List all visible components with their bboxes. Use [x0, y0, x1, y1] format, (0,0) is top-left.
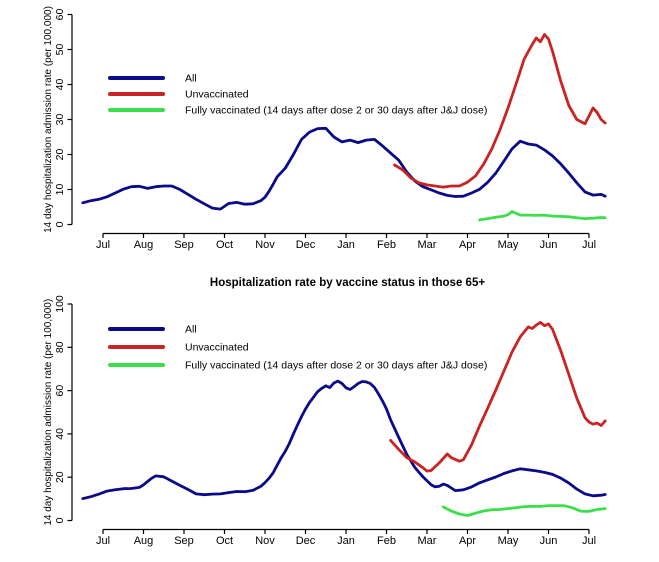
y-tick-label: 0: [54, 517, 66, 524]
x-tick-label: Aug: [133, 239, 154, 251]
x-tick-label: Jul: [95, 239, 111, 251]
y-tick-label: 20: [54, 148, 66, 161]
y-tick-label: 60: [54, 384, 66, 397]
y-tick-label: 30: [54, 113, 66, 126]
x-tick-label: Mar: [417, 535, 437, 547]
x-tick-label: Sep: [174, 535, 194, 547]
legend-label-unvaccinated: Unvaccinated: [185, 341, 249, 354]
legend-label-fully-vaccinated: Fully vaccinated (14 days after dose 2 or 30 days after J&J dose): [185, 104, 488, 117]
y-axis-title: 14 day hospitalization admission rate (per 100,000): [43, 298, 54, 526]
x-tick-label: May: [497, 535, 519, 547]
chart-hospitalization-65plus: [0, 281, 659, 562]
legend-label-all: All: [185, 323, 197, 336]
y-tick-label: 60: [54, 8, 66, 21]
y-tick-label: 40: [54, 428, 66, 440]
y-tick-label: 0: [54, 221, 66, 228]
y-tick-label: 40: [54, 78, 66, 91]
x-tick-label: Oct: [215, 239, 234, 251]
y-tick-label: 100: [54, 295, 66, 313]
x-tick-label: Oct: [215, 535, 234, 547]
x-tick-label: Dec: [295, 239, 316, 251]
x-tick-label: Jun: [539, 535, 558, 547]
legend-label-all: All: [185, 72, 197, 85]
y-axis-title: 14 day hospitalization admission rate (per 100,000): [43, 6, 54, 233]
x-tick-label: Jul: [581, 239, 597, 251]
y-tick-label: 10: [54, 183, 66, 196]
x-tick-label: Apr: [458, 239, 477, 251]
x-tick-label: Dec: [295, 535, 316, 547]
x-tick-label: Jan: [337, 239, 355, 251]
x-tick-label: May: [497, 239, 519, 251]
series-line-fully-vaccinated: [443, 506, 605, 516]
x-tick-label: Feb: [377, 535, 396, 547]
legend-label-fully-vaccinated: Fully vaccinated (14 days after dose 2 or 30 days after J&J dose): [185, 359, 488, 372]
x-tick-label: Aug: [133, 535, 154, 547]
series-line-all: [83, 128, 605, 209]
legend-label-unvaccinated: Unvaccinated: [185, 88, 249, 101]
x-tick-label: Jun: [539, 239, 558, 251]
y-tick-label: 50: [54, 43, 66, 56]
x-tick-label: Jan: [337, 535, 355, 547]
series-line-all: [83, 381, 605, 499]
x-tick-label: Mar: [417, 239, 437, 251]
x-tick-label: Feb: [377, 239, 396, 251]
x-tick-label: Sep: [174, 239, 194, 251]
series-line-unvaccinated: [391, 322, 606, 471]
chart-title-65plus: Hospitalization rate by vaccine status in those 65+: [209, 277, 486, 289]
x-tick-label: Apr: [458, 535, 477, 547]
x-tick-label: Jul: [581, 535, 597, 547]
x-tick-label: Nov: [255, 239, 275, 251]
y-tick-label: 80: [54, 341, 66, 354]
x-tick-label: Jul: [95, 535, 111, 547]
series-line-fully-vaccinated: [480, 212, 606, 220]
y-tick-label: 20: [54, 471, 66, 484]
x-tick-label: Nov: [255, 535, 275, 547]
